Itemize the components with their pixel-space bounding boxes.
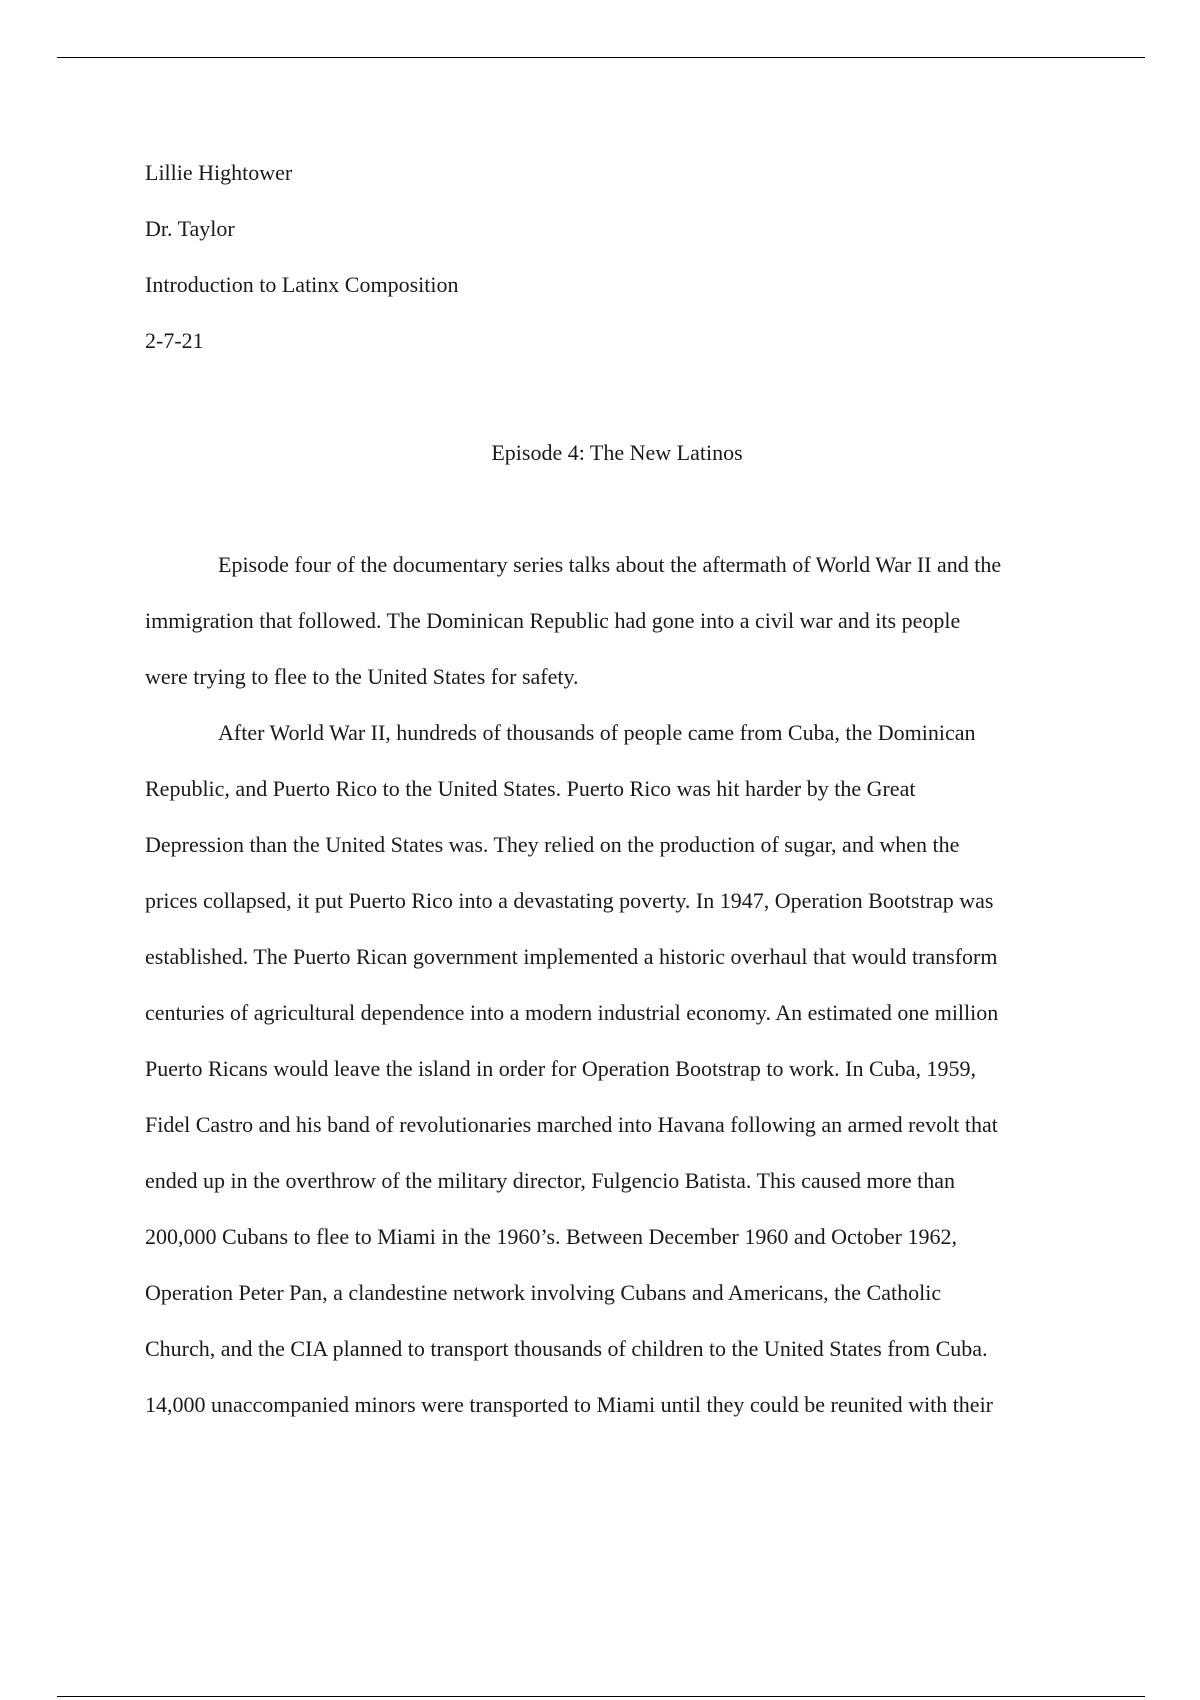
paragraph-line: immigration that followed. The Dominican Republic had gone into a civil war and its people [145, 608, 961, 633]
paragraph-line: established. The Puerto Rican government implemented a historic overhaul that would transform [145, 944, 998, 969]
paragraph-line: Puerto Ricans would leave the island in order for Operation Bootstrap to work. In Cuba, 1959, [145, 1056, 976, 1081]
paragraph-2 [145, 705, 1089, 1433]
paragraph-line: Episode four of the documentary series talks about the aftermath of World War II and the [218, 552, 1002, 577]
paragraph-line: Operation Peter Pan, a clandestine network involving Cubans and Americans, the Catholic [145, 1280, 942, 1305]
paragraph-line: After World War II, hundreds of thousands of people came from Cuba, the Dominican [218, 720, 976, 745]
paragraph-1 [145, 537, 1089, 705]
paragraph-line: 14,000 unaccompanied minors were transported to Miami until they could be reunited with their [145, 1392, 994, 1417]
paragraph-line: Church, and the CIA planned to transport thousands of children to the United States from Cuba. [145, 1336, 988, 1361]
paragraph-line: prices collapsed, it put Puerto Rico into a devastating poverty. In 1947, Operation Bootstrap was [145, 888, 994, 913]
paragraph-line: Fidel Castro and his band of revolutionaries marched into Havana following an armed revolt that [145, 1112, 998, 1137]
bottom-rule [57, 1696, 1145, 1697]
paragraph-line: Depression than the United States was. They relied on the production of sugar, and when the [145, 832, 960, 857]
author-name: Lillie Hightower [145, 160, 293, 185]
paragraph-line: ended up in the overthrow of the military director, Fulgencio Batista. This caused more than [145, 1168, 956, 1193]
paragraph-line: Republic, and Puerto Rico to the United States. Puerto Rico was hit harder by the Great [145, 776, 916, 801]
paragraph-line: were trying to flee to the United States for safety. [145, 664, 579, 689]
paragraph-line: centuries of agricultural dependence into a modern industrial economy. An estimated one million [145, 1000, 999, 1025]
top-rule [57, 57, 1145, 58]
date: 2-7-21 [145, 328, 204, 353]
essay-title: Episode 4: The New Latinos [491, 440, 743, 465]
course-name: Introduction to Latinx Composition [145, 272, 459, 297]
paragraph-line: 200,000 Cubans to flee to Miami in the 1960’s. Between December 1960 and October 1962, [145, 1224, 957, 1249]
instructor-name: Dr. Taylor [145, 216, 235, 241]
document-page [145, 145, 1089, 1433]
